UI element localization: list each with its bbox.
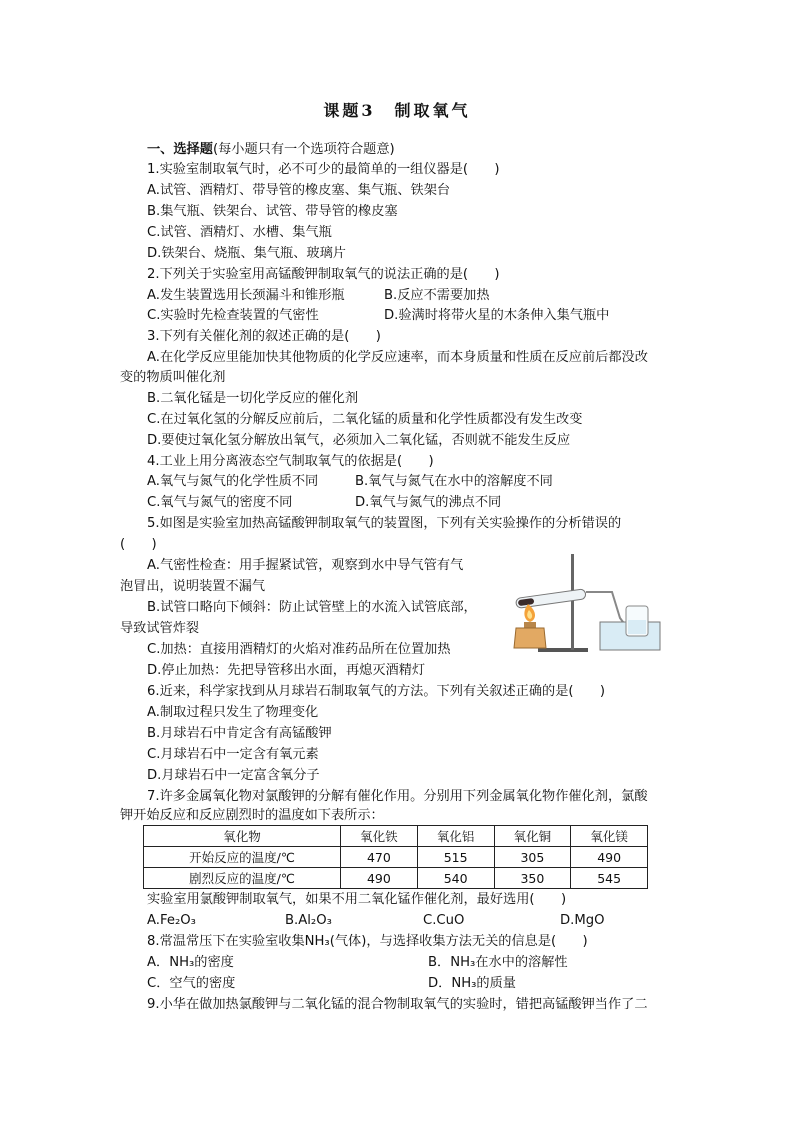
test-tube	[515, 589, 586, 609]
table-cell: 545	[571, 868, 648, 889]
table-cell: 开始反应的温度/℃	[144, 847, 341, 868]
gas-jar-water	[628, 620, 646, 634]
table-header-cell: 氧化镁	[571, 826, 648, 847]
q3-option-c: C.在过氧化氢的分解反应前后，二氧化锰的质量和化学性质都没有发生改变	[147, 412, 583, 427]
table-header-row	[144, 826, 648, 847]
table-cell: 剧烈反应的温度/℃	[144, 868, 341, 889]
q3-stem: 3.下列有关催化剂的叙述正确的是( )	[147, 329, 381, 344]
apparatus-figure	[508, 548, 664, 658]
q4-option-c: C.氧气与氮气的密度不同	[147, 495, 293, 510]
q4-option-d: D.氧气与氮气的沸点不同	[355, 495, 502, 510]
q8-stem: 8.常温常压下在实验室收集NH₃(气体)，与选择收集方法无关的信息是( )	[147, 934, 588, 949]
q6-option-c: C.月球岩石中一定含有氧元素	[147, 747, 319, 762]
q2-option-a: A.发生装置选用长颈漏斗和锥形瓶	[147, 288, 345, 303]
q3-option-d: D.要使过氧化氢分解放出氧气，必须加入二氧化锰，否则就不能发生反应	[147, 433, 571, 448]
table-cell: 540	[417, 868, 494, 889]
q7-stem-line2: 钾开始反应和反应剧烈时的温度如下表所示：	[120, 808, 384, 823]
q7-option-b: B.Al₂O₃	[285, 913, 332, 928]
q1-option-c: C.试管、酒精灯、水槽、集气瓶	[147, 225, 332, 240]
q4-option-a: A.氧气与氮气的化学性质不同	[147, 474, 319, 489]
q5-option-b-line2: 导致试管炸裂	[120, 621, 200, 636]
q1-option-a: A.试管、酒精灯、带导管的橡皮塞、集气瓶、铁架台	[147, 183, 451, 198]
q6-option-a: A.制取过程只发生了物理变化	[147, 705, 319, 720]
q1-option-d: D.铁架台、烧瓶、集气瓶、玻璃片	[147, 246, 346, 261]
table-header-cell: 氧化铜	[494, 826, 571, 847]
q6-stem: 6.近来，科学家找到从月球岩石制取氧气的方法。下列有关叙述正确的是( )	[147, 684, 606, 699]
table-cell: 350	[494, 868, 571, 889]
q2-option-d: D.验满时将带火星的木条伸入集气瓶中	[384, 308, 610, 323]
table-cell: 515	[417, 847, 494, 868]
q5-option-a-line2: 泡冒出，说明装置不漏气	[120, 579, 266, 594]
q9-stem: 9.小华在做加热氯酸钾与二氧化锰的混合物制取氧气的实验时，错把高锰酸钾当作了二	[147, 997, 648, 1012]
q5-option-b-line1: B.试管口略向下倾斜：防止试管壁上的水流入试管底部，	[147, 600, 477, 615]
q6-option-b: B.月球岩石中肯定含有高锰酸钾	[147, 726, 332, 741]
q5-option-d: D.停止加热：先把导管移出水面，再熄灭酒精灯	[147, 663, 426, 678]
alcohol-lamp	[514, 628, 546, 648]
q1-option-b: B.集气瓶、铁架台、试管、带导管的橡皮塞	[147, 204, 398, 219]
table-cell: 490	[341, 868, 418, 889]
table-cell: 490	[571, 847, 648, 868]
q5-option-a-line1: A.气密性检查：用手握紧试管，观察到水中导气管有气	[147, 558, 464, 573]
q5-stem-line2: ( )	[120, 537, 157, 552]
table-row	[144, 868, 648, 889]
q2-option-b: B.反应不需要加热	[384, 288, 490, 303]
table-header-cell: 氧化铁	[341, 826, 418, 847]
q4-option-b: B.氧气与氮气在水中的溶解度不同	[355, 474, 553, 489]
table-header-cell: 氧化物	[144, 826, 341, 847]
section-heading-label: 一、选择题	[147, 142, 213, 157]
q7-option-a: A.Fe₂O₃	[147, 913, 196, 928]
q5-stem-line1: 5.如图是实验室加热高锰酸钾制取氧气的装置图，下列有关实验操作的分析错误的	[147, 516, 622, 531]
q7-after-table: 实验室用氯酸钾制取氧气，如果不用二氧化锰作催化剂，最好选用( )	[147, 892, 567, 907]
stand-rod	[571, 554, 574, 650]
stand-base	[538, 648, 588, 652]
q3-option-b: B.二氧化锰是一切化学反应的催化剂	[147, 391, 359, 406]
q3-option-a-line2: 变的物质叫催化剂	[120, 370, 226, 385]
q1-stem: 1.实验室制取氧气时，必不可少的最简单的一组仪器是( )	[147, 162, 500, 177]
lamp-wick-holder	[524, 622, 536, 628]
q8-option-a: A．NH₃的密度	[147, 955, 234, 970]
table-cell: 470	[341, 847, 418, 868]
section-heading	[147, 140, 395, 160]
q2-stem: 2.下列关于实验室用高锰酸钾制取氧气的说法正确的是( )	[147, 267, 500, 282]
q8-option-b: B．NH₃在水中的溶解性	[428, 955, 568, 970]
q5-option-c: C.加热：直接用酒精灯的火焰对准药品所在位置加热	[147, 642, 451, 657]
q7-stem-line1: 7.许多金属氧化物对氯酸钾的分解有催化作用。分别用下列金属氧化物作催化剂，氯酸	[147, 789, 648, 804]
table-row	[144, 847, 648, 868]
q7-option-c: C.CuO	[423, 913, 465, 928]
q3-option-a-line1: A.在化学反应里能加快其他物质的化学反应速率，而本身质量和性质在反应前后都没改	[147, 350, 648, 365]
section-note: (每小题只有一个选项符合题意)	[212, 142, 395, 157]
table-cell: 305	[494, 847, 571, 868]
table-header-cell: 氧化铝	[417, 826, 494, 847]
q8-option-c: C．空气的密度	[147, 976, 236, 991]
q4-stem: 4.工业上用分离液态空气制取氧气的依据是( )	[147, 454, 434, 469]
catalyst-temperature-table	[143, 825, 648, 889]
q8-option-d: D．NH₃的质量	[428, 976, 516, 991]
q2-option-c: C.实验时先检查装置的气密性	[147, 308, 319, 323]
page-title: 课题3 制取氧气	[323, 101, 471, 120]
q6-option-d: D.月球岩石中一定富含氧分子	[147, 768, 320, 783]
q7-option-d: D.MgO	[560, 913, 605, 928]
